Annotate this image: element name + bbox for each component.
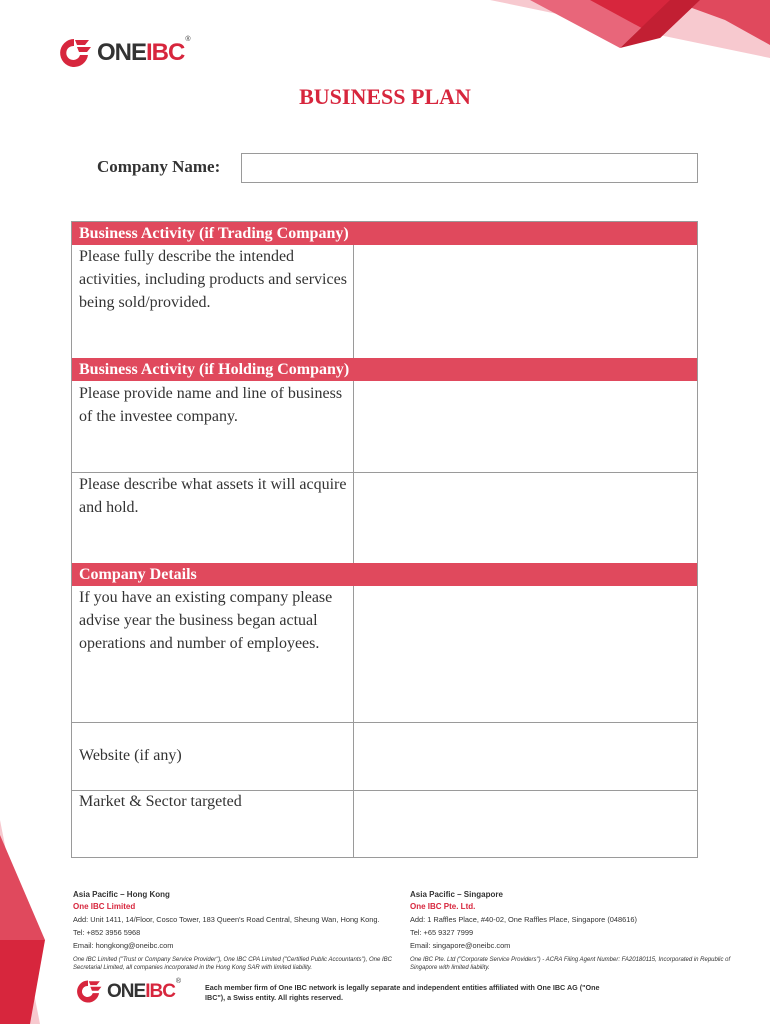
footer-hk-region: Asia Pacific – Hong Kong xyxy=(73,890,170,899)
footer-hong-kong xyxy=(73,890,403,972)
registered-mark: ® xyxy=(185,36,191,43)
logo-text-ibc: IBC xyxy=(146,39,185,66)
website-label: Website (if any) xyxy=(79,747,182,764)
footer-hk-entity: One IBC Limited xyxy=(73,902,136,911)
footer-sg-address: Add: 1 Raffles Place, #40-02, One Raffles Place, Singapore (048616) xyxy=(410,915,637,924)
footer-singapore xyxy=(410,890,735,972)
header-logo xyxy=(55,36,191,70)
footer-sg-entity: One IBC Pte. Ltd. xyxy=(410,902,476,911)
trading-activities-label: Please fully describe the intended activities, including products and services being sold/provided. xyxy=(79,248,347,311)
footer-logo xyxy=(73,978,181,1005)
footer-sg-region: Asia Pacific – Singapore xyxy=(410,890,503,899)
page-title: BUSINESS PLAN xyxy=(299,84,471,109)
footer-sg-email: Email: singapore@oneibc.com xyxy=(410,941,511,950)
market-sector-input[interactable] xyxy=(353,791,697,857)
one-ibc-logo-icon xyxy=(73,978,103,1005)
website-input[interactable] xyxy=(353,723,697,790)
footer-hk-tel: Tel: +852 3956 5968 xyxy=(73,928,141,937)
logo-text-one: ONE xyxy=(107,980,146,1002)
footer-hk-legal: One IBC Limited ("Trust or Company Service Provider"), One IBC CPA Limited ("Certified Public Accountants"), One IBC Secretarial Limited, all companies incorporated in the Hong Kong SAR with limited liability. xyxy=(73,957,392,971)
investee-company-label: Please provide name and line of business of the investee company. xyxy=(79,385,343,425)
market-sector-label: Market & Sector targeted xyxy=(79,793,242,810)
operations-input[interactable] xyxy=(353,586,697,722)
top-right-decoration xyxy=(470,0,770,60)
business-plan-form xyxy=(71,221,698,858)
footer-hk-email: Email: hongkong@oneibc.com xyxy=(73,941,174,950)
footer-sg-legal: One IBC Pte. Ltd ("Corporate Service Providers") - ACRA Filing Agent Number: FA20180115, Incorporated in Republic of Singapore with limited liability. xyxy=(410,957,731,971)
trading-activities-input[interactable] xyxy=(353,245,697,358)
company-name-label: Company Name: xyxy=(97,157,221,176)
bottom-left-decoration xyxy=(0,820,60,1024)
section-header-details: Company Details xyxy=(72,563,697,586)
network-disclaimer: Each member firm of One IBC network is legally separate and independent entities affiliated with One IBC AG ("One IBC"), a Swiss entity. All rights reserved. xyxy=(205,983,600,1002)
logo-text-one: ONE xyxy=(97,39,147,66)
section-header-trading: Business Activity (if Trading Company) xyxy=(72,222,697,245)
registered-mark: ® xyxy=(175,978,182,985)
footer-hk-address: Add: Unit 1411, 14/Floor, Cosco Tower, 183 Queen's Road Central, Sheung Wan, Hong Kong. xyxy=(73,915,380,924)
section-header-holding: Business Activity (if Holding Company) xyxy=(72,358,697,381)
footer-sg-tel: Tel: +65 9327 7999 xyxy=(410,928,474,937)
operations-label: If you have an existing company please advise year the business began actual operations and number of employees. xyxy=(79,589,333,652)
company-name-input[interactable] xyxy=(241,153,698,183)
investee-company-input[interactable] xyxy=(353,381,697,472)
assets-input[interactable] xyxy=(353,473,697,563)
assets-label: Please describe what assets it will acquire and hold. xyxy=(79,476,347,516)
logo-text-ibc: IBC xyxy=(145,980,175,1002)
one-ibc-logo-icon xyxy=(55,36,93,70)
